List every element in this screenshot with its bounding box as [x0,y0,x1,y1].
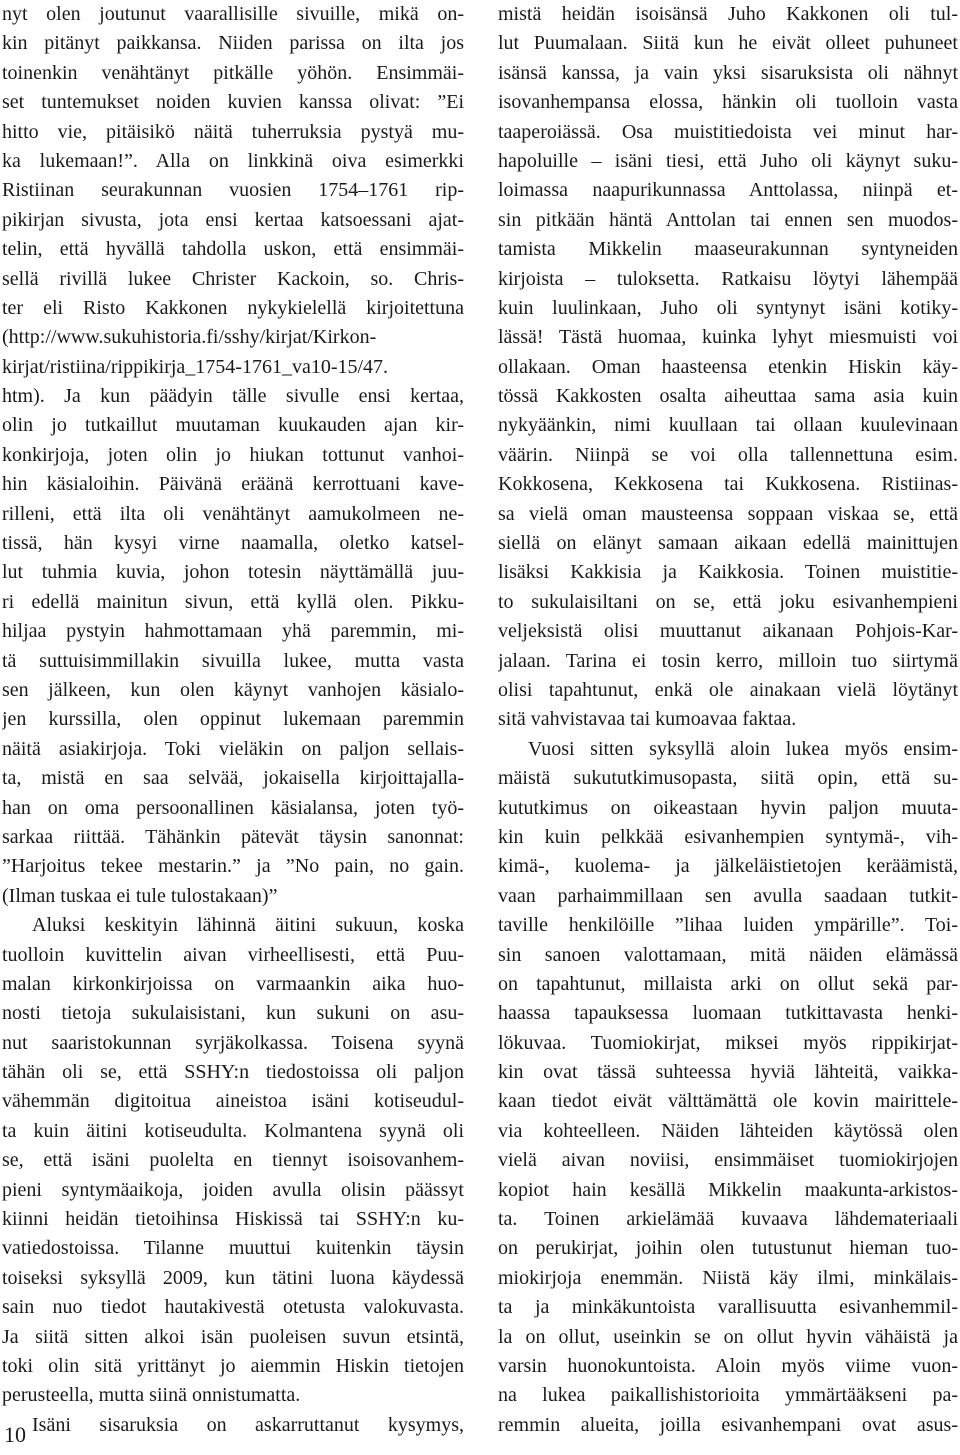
text-line: lökuvaa. Tuomiokirjat, miksei myös rippikirjat- [498,1031,958,1054]
text-line: to sukulaisiltani on se, että joku esivanhempieni [498,590,958,613]
text-line: sarkaa riittää. Tähänkin pätevät täysin sanonnat: [2,825,464,848]
text-line: kin ovat tässä suhteessa hyviä lähteitä, vaikka- [498,1061,958,1084]
text-line: vähemmän digitoitua aineistoa isäni kotiseudul- [2,1090,464,1113]
text-line: lässä! Tästä huomaa, kuinka lyhyt miesmuisti voi [498,326,958,349]
text-line: taville henkilöille ”lihaa luiden ympärille”. Toi- [498,914,958,937]
text-line: ta ja minkäkuntoista varallisuutta esivanhemmil- [498,1296,958,1319]
text-line: se, että isäni puolelta en tiennyt isoisovanhem- [2,1149,464,1172]
text-line: toiseksi syksyllä 2009, kun tätini luona käydessä [2,1266,464,1289]
text-line: sain nuo tiedot hautakivestä otetusta valokuvasta. [2,1296,464,1319]
text-line: ”Harjoitus tekee mestarin.” ja ”No pain, no gain. [2,855,464,878]
text-line: mäistä sukututkimusopasta, siitä opin, että su- [498,767,958,790]
text-line: remmin alueita, joilla esivanhempani ovat asus- [498,1413,958,1436]
text-line: siellä on elänyt samaan aikaan edellä mainittujen [498,532,958,555]
text-line: Kokkosena, Kekkosena tai Kukkosena. Ristiinas- [498,473,958,496]
text-line: hiljaa pystyin hahmottamaan yhä paremmin, mi- [2,620,464,643]
left-text-column [2,0,464,1440]
text-line: kopiot hain kesällä Mikkelin maakunta-arkistos- [498,1178,958,1201]
text-line: Vuosi sitten syksyllä aloin lukea myös ensim- [528,737,958,760]
text-line: mistä heidän isoisänsä Juho Kakkonen oli tul- [498,3,958,25]
text-line: tössä Kakkosten osalta aiheuttaa sama asia kuin [498,385,958,408]
text-line: vaan parhaimmillaan sen avulla saadaan tutkit- [498,884,958,907]
text-line: näitä asiakirjoja. Toki vieläkin on paljon sellais- [2,737,464,760]
text-line: loimassa naapurikunnassa Anttolassa, niinpä et- [498,179,958,202]
text-line: sin pitkään häntä Anttolan tai ennen sen muodos- [498,208,958,231]
text-line: sa vielä oman mausteensa soppaan viskaa se, että [498,502,958,525]
text-line: jen kurssilla, olen oppinut lukemaan paremmin [2,708,464,731]
text-line: la on ollut, useinkin se on ollut hyvin vähäistä ja [498,1325,958,1348]
text-line: set tuntemukset noiden kuvien kanssa olivat: ”Ei [2,91,464,114]
text-line: isänsä kanssa, ja vain yksi sisaruksista oli nähnyt [498,61,958,84]
text-line: veljeksistä olisi muuttanut aikanaan Pohjois-Kar- [498,620,958,643]
text-line: lisäksi Kakkisia ja Kaikkosia. Toinen muistitie- [498,561,958,584]
text-line: na lukea paikallishistorioita ymmärtääkseni pa- [498,1384,958,1407]
text-line: kirjat/ristiina/rippikirja_1754-1761_va10-15/47. [2,355,389,378]
page-number: 10 [4,1422,26,1447]
text-line: pieni syntymäaikoja, joiden avulla olisin päässyt [2,1178,464,1201]
text-line: Aluksi keskityin lähinnä äitini sukuun, koska [32,914,464,937]
text-line: ollakaan. Oman haasteensa etenkin Hiskin käy- [498,355,958,378]
text-line: han on oma persoonallinen käsialansa, joten työ- [2,796,464,819]
text-line: kuin luulinkaan, Juho oli syntynyt isäni kotiky- [498,296,958,319]
text-line: vielä aivan noviisi, ensimmäiset tuomiokirjojen [498,1149,958,1172]
text-line: Isäni sisaruksia on askarruttanut kysymys, [32,1413,464,1436]
text-line: hapoluille – isäni tiesi, että Juho oli käynyt suku- [498,149,958,172]
text-line: tä suttuisimmillakin sivuilla lukee, mutta vasta [2,649,464,672]
text-line: väärin. Niinpä se voi olla tallennettuna esim. [498,443,958,466]
text-line: nykyäänkin, nimi kuullaan tai ollaan kuulevinaan [498,414,958,437]
text-line: miokirjoja enemmän. Niistä käy ilmi, minkälais- [498,1266,958,1289]
text-line: ta. Toinen arkielämää kuvaava lähdemateriaali [498,1208,958,1231]
text-line: on tapahtunut, millaista arki on ollut sekä par- [498,972,958,995]
text-line: nyt olen joutunut vaarallisille sivuille, mikä on- [2,3,464,25]
text-line: via kohteelleen. Näiden lähteiden käytössä olen [498,1119,958,1142]
text-line: kin pitänyt paikkansa. Niiden parissa on ilta jos [2,32,464,55]
text-line: kirjoista – tuloksetta. Ratkaisu löytyi lähempää [498,267,958,290]
text-line: htm). Ja kun päädyin tälle sivulle ensi kertaa, [2,385,464,408]
text-line: ter eli Risto Kakkonen nykykielellä kirjoitettuna [2,296,464,319]
text-line: lut tuhmia kuvia, johon totesin näyttämällä juu- [2,561,464,584]
text-line: telin, että hyvällä tahdolla uskon, että ensimmäi- [2,238,464,261]
text-line: (http://www.sukuhistoria.fi/sshy/kirjat/Kirkon- [2,326,377,349]
text-line: perusteella, mutta siinä onnistumatta. [2,1384,301,1407]
text-line: vatiedostoissa. Tilanne muuttui kuitenkin täysin [2,1237,464,1260]
text-line: isovanhempansa elossa, hänkin oli tuolloin vasta [498,91,958,114]
text-line: tuolloin kuvittelin aivan virheellisesti, että Puu- [2,943,464,966]
text-line: (Ilman tuskaa ei tule tulostakaan)” [2,884,278,907]
text-line: kiinni heidän tietoihinsa Hiskissä tai SSHY:n ku- [2,1208,464,1231]
text-line: sin sanoen valottamaan, mitä näiden elämässä [498,943,958,966]
text-line: hitto vie, pitäisikö näitä tuherruksia pystyä mu- [2,120,464,143]
text-line: ri edellä mainitun sivun, että kyllä olen. Pikku- [2,590,464,613]
text-line: malan kirkonkirjoissa on varmaankin aika huo- [2,972,464,995]
text-line: haassa tapauksessa luomaan tutkittavasta henki- [498,1002,958,1025]
text-line: olisi tapahtunut, enkä ole ainakaan vielä löytänyt [498,678,958,701]
text-line: jalaan. Tarina ei tosin kerro, milloin tuo siirtymä [498,649,958,672]
text-line: hin käsialoihin. Päivänä eräänä kerrottuani kave- [2,473,464,496]
text-line: Ristiinan seurakunnan vuosien 1754–1761 rip- [2,179,464,202]
text-line: ka lukemaan!”. Alla on linkkinä oiva esimerkki [2,149,464,172]
text-line: on perukirjat, joihin olen tutustunut hieman tuo- [498,1237,958,1260]
text-line: varsin huonokuntoista. Aloin myös viime vuon- [498,1354,958,1377]
text-line: ta kuin äitini kotiseudulta. Kolmantena syynä oli [2,1119,464,1142]
text-line: sellä rivillä lukee Christer Kackoin, so. Chris- [2,267,464,290]
text-line: kaan tiedot eivät välttämättä ole kovin mairittele- [498,1090,958,1113]
text-line: kimä-, kuolema- ja jälkeläistietojen keräämistä, [498,855,958,878]
text-line: rilleni, että ilta oli venähtänyt aamukolmeen ne- [2,502,464,525]
text-line: tissä, hän kysyi virne naamalla, oletko katsel- [2,532,464,555]
text-line: kin kuin pelkkää esivanhempien syntymä-, vih- [498,825,958,848]
text-line: nosti tietoja sukulaisistani, kun sukuni on asu- [2,1002,464,1025]
text-line: olin jo tutkaillut muutaman kuukauden ajan kir- [2,414,464,437]
text-line: konkirjoja, joten olin jo hiukan tottunut vanhoi- [2,443,464,466]
text-line: kututkimus on oikeastaan hyvin paljon muuta- [498,796,958,819]
right-text-column [498,0,958,1440]
text-line: sitä vahvistavaa tai kumoavaa faktaa. [498,708,797,731]
text-line: Ja siitä sitten alkoi isän puoleisen suvun etsintä, [2,1325,464,1348]
text-line: tähän oli se, että SSHY:n tiedostoissa oli paljon [2,1061,464,1084]
text-line: pikirjan sivusta, jota ensi kertaa katsoessani ajat- [2,208,464,231]
text-line: toki olin sitä yrittänyt jo aiemmin Hiskin tietojen [2,1354,464,1377]
text-line: tamista Mikkelin maaseurakunnan syntyneiden [498,238,958,261]
text-line: ta, mistä en saa selvää, jokaisella kirjoittajalla- [2,767,464,790]
text-line: nut saaristokunnan syrjäkolkassa. Toisena syynä [2,1031,464,1054]
text-line: taaperoiässä. Osa muistitiedoista vei minut har- [498,120,958,143]
text-line: lut Puumalaan. Siitä kun he eivät olleet puhuneet [498,32,958,55]
text-line: sen jälkeen, kun olen käynyt vanhojen käsialo- [2,678,464,701]
text-line: toinenkin venähtänyt pitkälle yöhön. Ensimmäi- [2,61,464,84]
